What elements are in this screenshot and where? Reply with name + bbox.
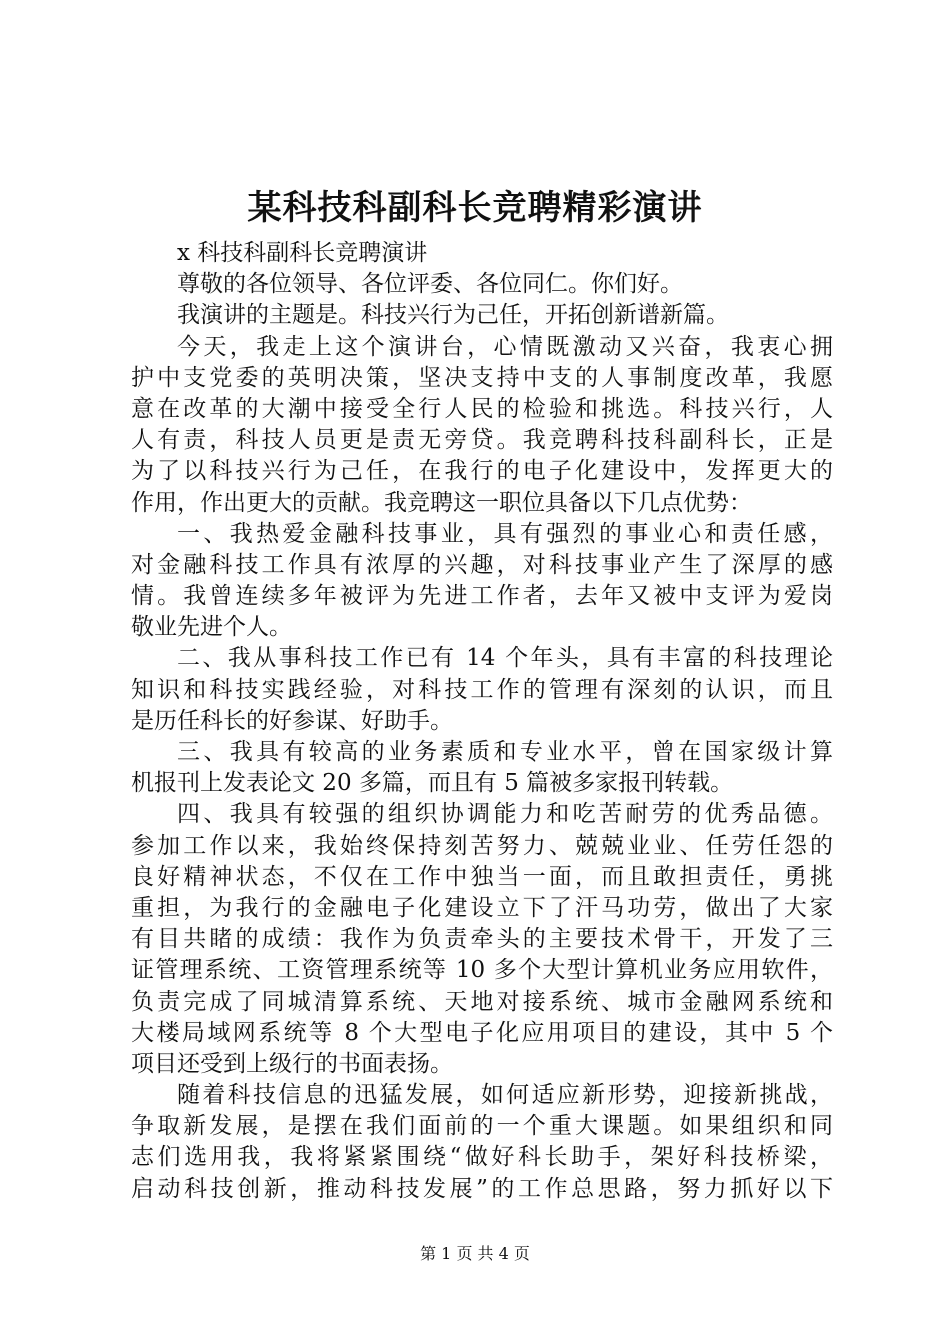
body-text-line: 证管理系统、工资管理系统等 10 多个大型计算机业务应用软件，	[131, 957, 833, 984]
body-text-line: 一、我热爱金融科技事业，具有强烈的事业心和责任感，	[177, 520, 833, 547]
body-text-line: 重担，为我行的金融电子化建设立下了汗马功劳，做出了大家	[131, 894, 833, 921]
body-text-line: 护中支党委的英明决策，坚决支持中支的人事制度改革，我愿	[131, 364, 833, 391]
body-text-line: 人有责，科技人员更是责无旁贷。我竞聘科技科副科长，正是	[131, 427, 833, 454]
body-text-line: 争取新发展，是摆在我们面前的一个重大课题。如果组织和同	[131, 1113, 833, 1140]
body-text-line: 二、我从事科技工作已有 14 个年头，具有丰富的科技理论	[177, 645, 833, 672]
body-text-line: 三、我具有较高的业务素质和专业水平，曾在国家级计算	[177, 739, 833, 765]
page-footer: 第 1 页 共 4 页	[420, 1244, 530, 1263]
body-text-line: 知识和科技实践经验，对科技工作的管理有深刻的认识，而且	[131, 676, 833, 703]
body-text-line: 志们选用我，我将紧紧围绕“做好科长助手，架好科技桥梁，	[131, 1144, 833, 1171]
body-text-line: 为了以科技兴行为己任，在我行的电子化建设中，发挥更大的	[131, 458, 833, 485]
body-text-line: 随着科技信息的迅猛发展，如何适应新形势，迎接新挑战，	[177, 1082, 833, 1109]
body-text-line: 有目共睹的成绩：我作为负责牵头的主要技术骨干，开发了三	[131, 926, 833, 953]
body-text-line: 今天，我走上这个演讲台，心情既激动又兴奋，我衷心拥	[177, 333, 833, 360]
body-text-line: 项目还受到上级行的书面表扬。	[131, 1050, 453, 1077]
body-text-line: 对金融科技工作具有浓厚的兴趣，对科技事业产生了深厚的感	[131, 551, 833, 578]
document-title: 某科技科副科长竞聘精彩演讲	[247, 188, 703, 228]
body-text-line: 负责完成了同城清算系统、天地对接系统、城市金融网系统和	[131, 988, 833, 1015]
body-text-line: 情。我曾连续多年被评为先进工作者，去年又被中支评为爱岗	[131, 583, 833, 610]
body-text-line: 大楼局域网系统等 8 个大型电子化应用项目的建设，其中 5 个	[131, 1019, 833, 1046]
body-text-line: 敬业先进个人。	[131, 614, 292, 641]
body-text-line: 作用，作出更大的贡献。我竞聘这一职位具备以下几点优势：	[131, 489, 752, 516]
body-text-line: 是历任科长的好参谋、好助手。	[131, 707, 453, 734]
document-body	[131, 238, 833, 1205]
body-text-line: 尊敬的各位领导、各位评委、各位同仁。你们好。	[177, 271, 683, 298]
body-text-line: 我演讲的主题是。科技兴行为己任，开拓创新谱新篇。	[177, 302, 729, 329]
body-text-line: 参加工作以来，我始终保持刻苦努力、兢兢业业、任劳任怨的	[131, 832, 833, 859]
body-text-line: 机报刊上发表论文 20 多篇，而且有 5 篇被多家报刊转载。	[131, 770, 734, 797]
body-text-line: 四、我具有较强的组织协调能力和吃苦耐劳的优秀品德。	[177, 801, 833, 828]
body-text-line: x 科技科副科长竞聘演讲	[177, 240, 428, 266]
body-text-line: 良好精神状态，不仅在工作中独当一面，而且敢担责任，勇挑	[131, 863, 833, 890]
body-text-line: 意在改革的大潮中接受全行人民的检验和挑选。科技兴行，人	[131, 395, 833, 422]
body-text-line: 启动科技创新，推动科技发展”的工作总思路，努力抓好以下	[131, 1175, 833, 1202]
